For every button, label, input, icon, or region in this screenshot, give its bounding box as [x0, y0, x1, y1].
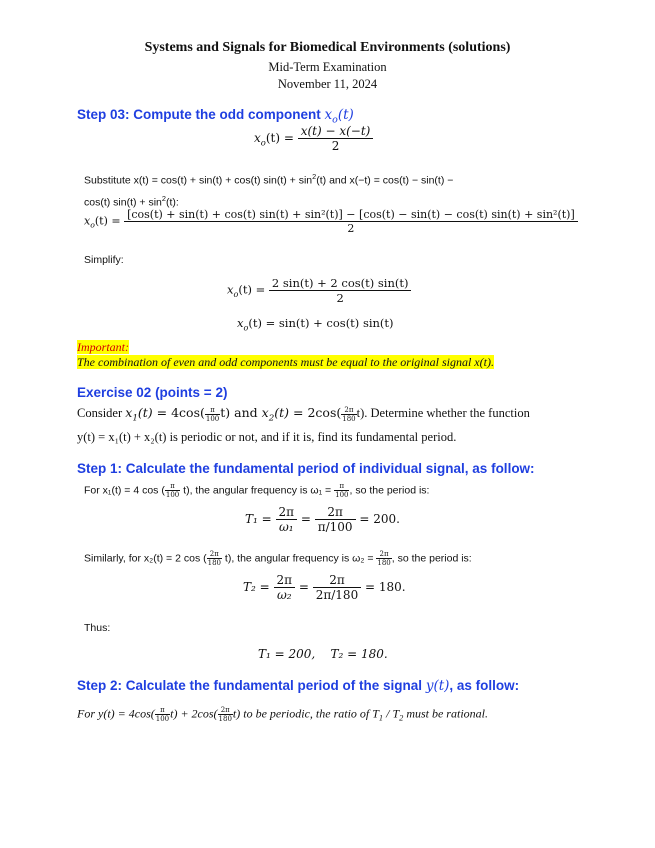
step1-line-b: Similarly, for x₂(t) = 2 cos ( $\frac{2\pi}{180}$ t), the angular frequency is ω₂ = $\frac{2\pi}{180}$ , so the period is: [84, 550, 472, 567]
odd-component-expanded: $x_o(t)$ = [cos(t) + sin(t) + cos(t) sin(t) + sin²(t)] − [cos(t) − sin(t) − cos(t) sin(t) + sin²(t)] 2 [84, 208, 578, 235]
exam-name: Mid-Term Examination [268, 60, 387, 74]
important-label: Important: [77, 340, 129, 354]
exam-date: November 11, 2024 [277, 77, 378, 91]
t2-formula: T₂ = $\frac{2\pi}{\text{ω₂}}$ = $\frac{2\pi}{2\pi/180}$ = 180. [243, 573, 406, 602]
important-note [77, 340, 494, 370]
simplified-result: $x_o(t) = \sin(t) + \cos(t)$ sin(t) [237, 316, 394, 333]
odd-component-formula: $x_o(t)$ = $\frac{x(t) - x(-t)}{2}$ [254, 124, 373, 153]
exercise02-heading: Exercise 02 (points = 2) [77, 385, 228, 400]
important-text: The combination of even and odd components must be equal to the original signal x(t). [77, 355, 494, 369]
exercise02-line2: y(t) = x₁(t) + x₂(t) is periodic or not, and if it is, find its fundamental period. [77, 430, 457, 444]
document-title: Systems and Signals for Biomedical Environments (solutions) [144, 40, 511, 55]
simplified-fraction: $x_o(t)$ = $\frac{2 \sin(t) + 2 \cos(t) \sin(t)}{2}$ [227, 276, 411, 305]
periods-result: T₁ = 200, T₂ = 180. [258, 647, 388, 661]
step1-heading: Step 1: Calculate the fundamental period of individual signal, as follow: [77, 461, 535, 476]
substitute-text: Substitute x(t) = cos(t) + sin(t) + cos(t) $\sin(t) + \sin^2(t)$ and x(−t) = cos(t) − sin(t) − cos(t) $\sin(t) + \sin^2(t)$: [84, 172, 454, 208]
step2-heading: Step 2: Calculate the fundamental period of the signal y(t), as follow: [77, 678, 520, 694]
exercise02-line1: Consider $x_1(t) = 4\cos$( $\frac{\pi}{100}$ t) and $x_2(t) = 2\cos$( $\frac{2\pi}{180}$ t). Determine whether the function [77, 405, 530, 424]
t1-formula: T₁ = $\frac{2\pi}{\text{ω₁}}$ = $\frac{2\pi}{\pi/100}$ = 200. [245, 505, 400, 534]
step1-line-a: For x₁(t) = 4 cos ( $\frac{\pi}{100}$ t), the angular frequency is ω₁ = $\frac{\pi}{100}$ , so the period is: [84, 482, 430, 499]
step2-line: For y(t) = 4cos( $\frac{\pi}{100}$ t) + 2cos( $\frac{2\pi}{180}$ t) to be periodic, the ratio of $T_1 / T_2$ must be rational. [77, 706, 488, 723]
step03-heading: Step 03: Compute the odd component $x_o(t)$ [77, 107, 354, 126]
thus-label: Thus: [84, 622, 111, 634]
simplify-label: Simplify: [84, 254, 124, 266]
